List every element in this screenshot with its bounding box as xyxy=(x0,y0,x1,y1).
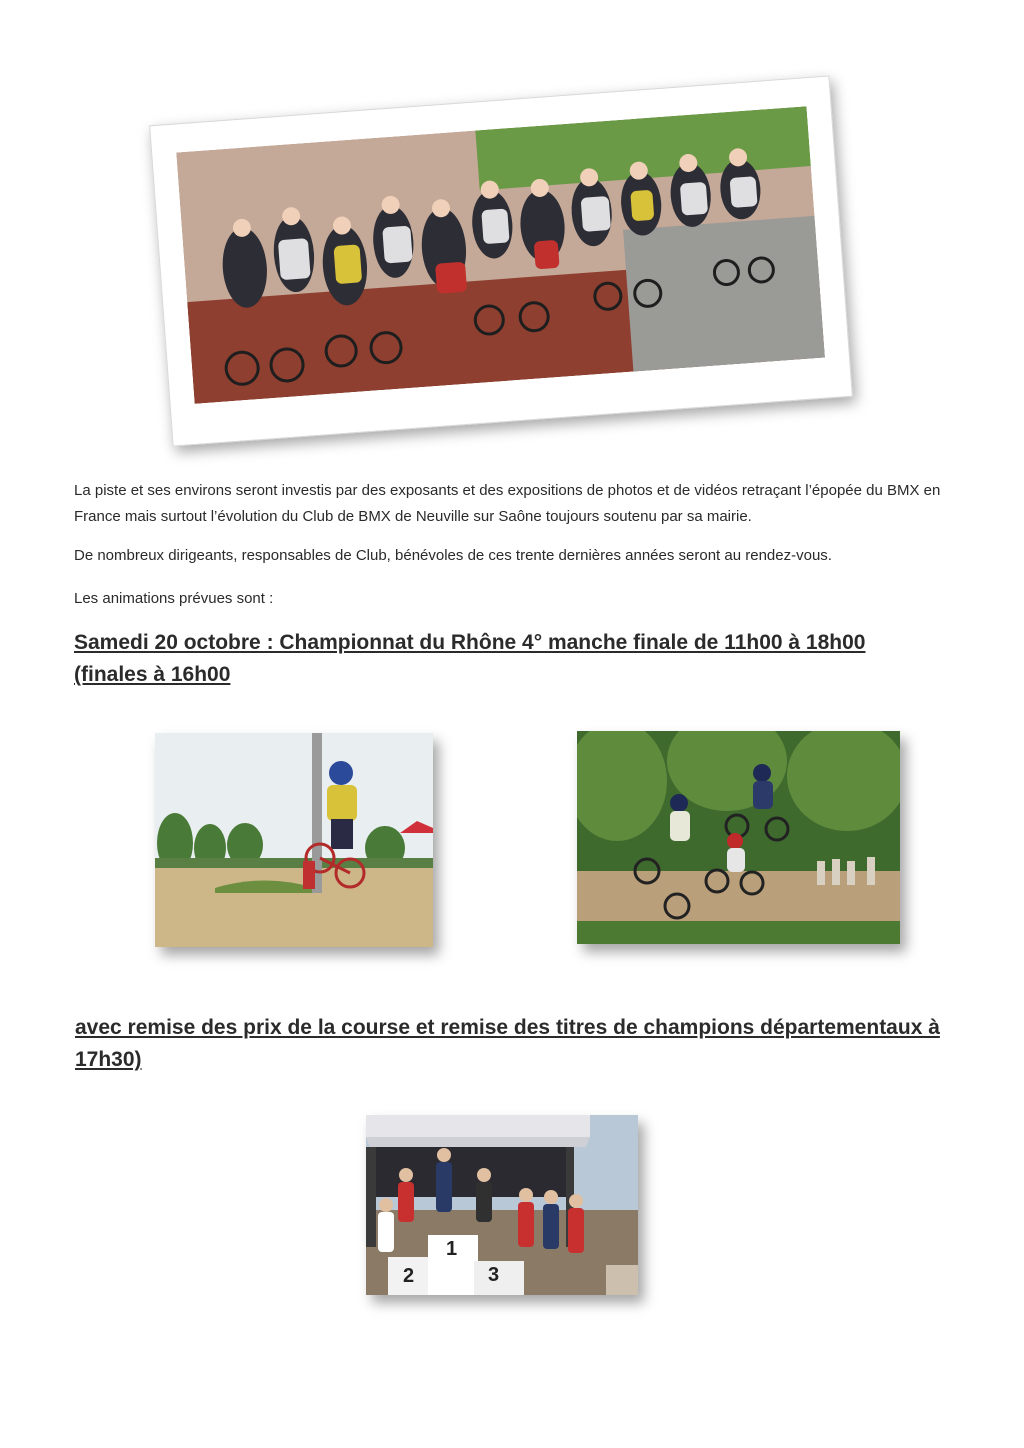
podium-first-number: 1 xyxy=(446,1238,458,1260)
podium-second-number: 2 xyxy=(403,1265,415,1287)
leaders-paragraph: De nombreux dirigeants, responsables de Club, bénévoles de ces trente dernières années seront au rendez-vous. xyxy=(74,547,832,564)
intro-paragraph: La piste et ses environs seront investis par des exposants et des expositions de photos et de vidéos retraçant l’épopée du BMX en France mais surtout l’évolution du Club de BMX de Neuville sur Saône toujours soutenu par sa mairie. xyxy=(74,482,941,525)
awards-heading: avec remise des prix de la course et remise des titres de champions départementaux à 17h30) xyxy=(75,1016,940,1071)
race-photo-right xyxy=(577,731,900,944)
animations-paragraph: Les animations prévues sont : xyxy=(74,590,274,607)
saturday-heading: Samedi 20 octobre : Championnat du Rhône 4° manche finale de 11h00 à 18h00 (finales à 16h00 xyxy=(74,631,866,686)
race-photo-left xyxy=(155,733,433,947)
group-photo-frame xyxy=(149,75,853,446)
podium-photo xyxy=(366,1115,638,1295)
podium-third-number: 3 xyxy=(488,1264,500,1286)
group-photo xyxy=(176,106,825,404)
